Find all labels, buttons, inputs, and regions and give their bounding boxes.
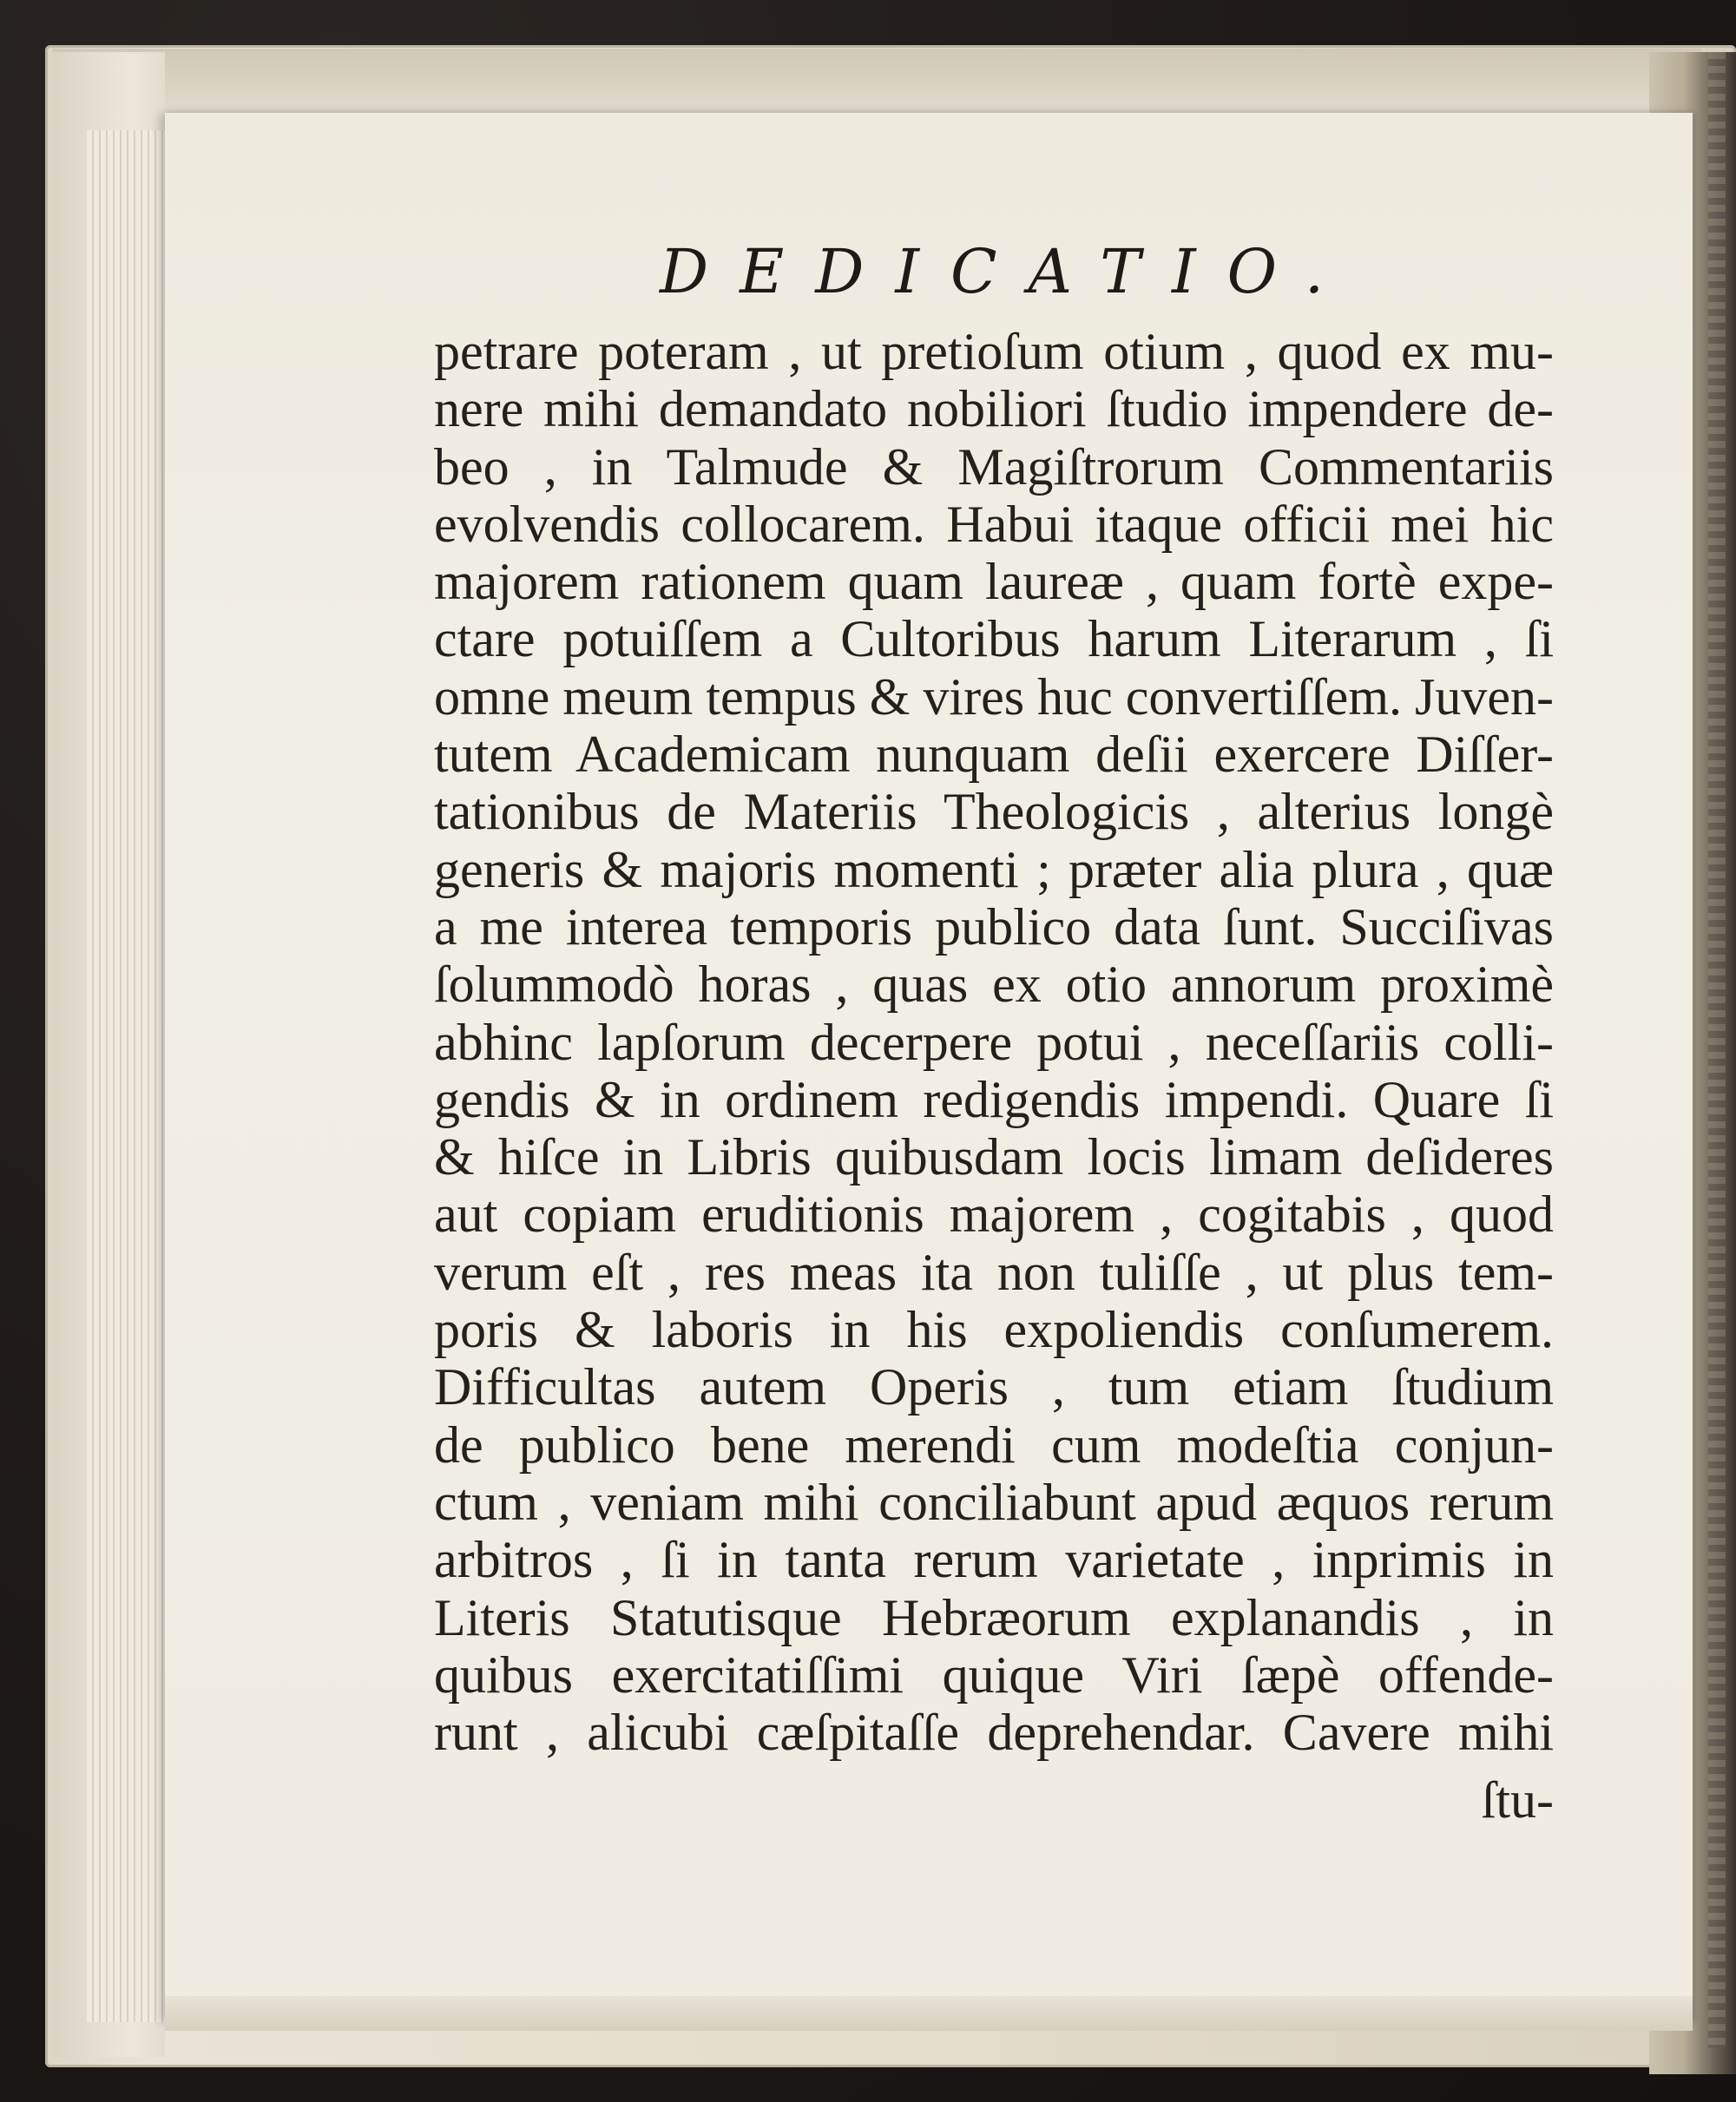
dedication-body-text [434,323,1554,1761]
text-line: ſolummodò horas , quas ex otio annorum proximè [434,956,1554,1014]
text-line: poris & laboris in his expoliendis conſumerem. [434,1301,1554,1359]
text-line: petrare poteram , ut pretioſum otium , quod ex mu- [434,323,1554,380]
text-line: arbitros , ſi in tanta rerum varietate , inprimis in [434,1531,1554,1589]
text-line: & hiſce in Libris quibusdam locis limam deſideres [434,1128,1554,1186]
text-line: Literis Statutisque Hebræorum explanandis , in [434,1588,1554,1646]
running-header: DEDICATIO. [660,236,1356,307]
text-line: evolvendis collocarem. Habui itaque officii mei hic [434,495,1554,553]
text-line: Difficultas autem Operis , tum etiam ſtudium [434,1358,1554,1416]
page-bottom-edge [165,1996,1693,2031]
catchword: ſtu- [1481,1771,1554,1829]
text-line: abhinc lapſorum decerpere potui , neceſſariis colli- [434,1013,1554,1071]
text-line: tationibus de Materiis Theologicis , alterius longè [434,783,1554,841]
text-line: beo , in Talmude & Magiſtrorum Commentariis [434,437,1554,496]
text-line: runt , alicubi cæſpitaſſe deprehendar. Cavere mihi [434,1704,1554,1762]
text-line: de publico bene merendi cum modeſtia conjun- [434,1416,1554,1474]
spine-thread [1708,52,1726,2048]
text-line: aut copiam eruditionis majorem , cogitabis , quod [434,1186,1554,1244]
text-line: nere mihi demandato nobiliori ſtudio impendere de- [434,380,1554,438]
text-line: generis & majoris momenti ; præter alia plura , quæ [434,840,1554,898]
text-line: quibus exercitatiſſimi quique Viri ſæpè offende- [434,1645,1554,1704]
text-line: gendis & in ordinem redigendis impendi. Quare ſi [434,1070,1554,1128]
text-line: a me interea temporis publico data ſunt. Succiſivas [434,897,1554,956]
text-line: verum eſt , res meas ita non tuliſſe , ut plus tem- [434,1243,1554,1301]
text-line: tutem Academicam nunquam deſii exercere Diſſer- [434,726,1554,784]
text-line: ctare potuiſſem a Cultoribus harum Literarum , ſi [434,610,1554,668]
text-line: omne meum tempus & vires huc convertiſſem. Juven- [434,667,1554,726]
text-line: ctum , veniam mihi conciliabunt apud æquos rerum [434,1473,1554,1531]
text-line: majorem rationem quam laureæ , quam fortè expe- [434,553,1554,611]
